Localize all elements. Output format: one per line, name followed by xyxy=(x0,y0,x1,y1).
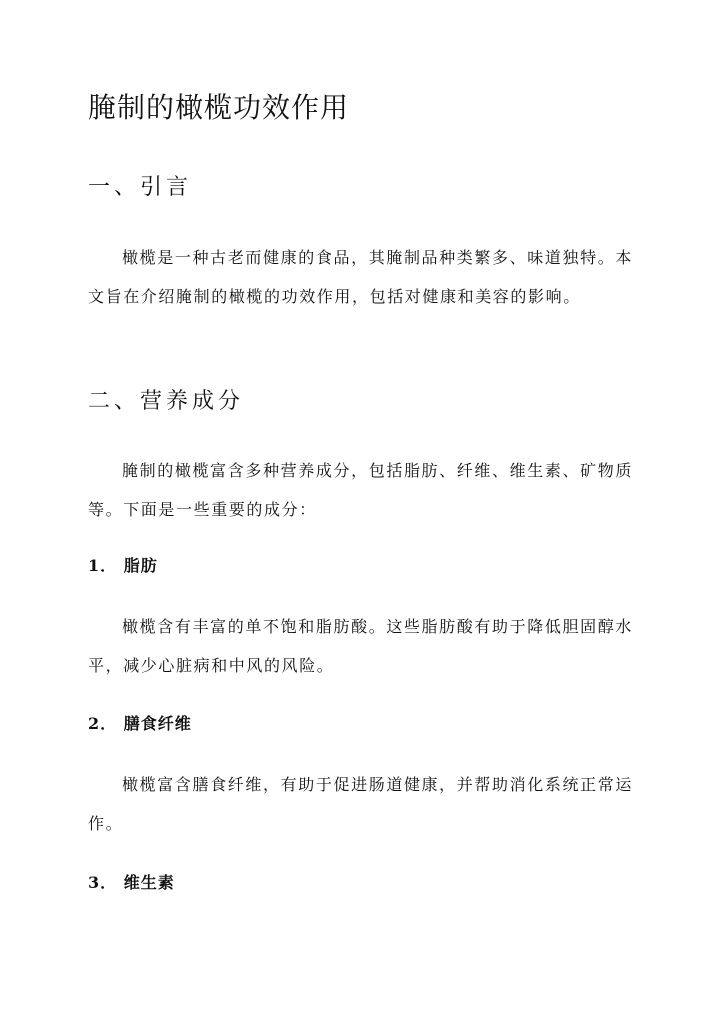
introduction-paragraph: 橄榄是一种古老而健康的食品，其腌制品种类繁多、味道独特。本文旨在介绍腌制的橄榄的功效作用，包括对健康和美容的影响。 xyxy=(88,248,633,306)
section-heading-nutrients: 二、营养成分 xyxy=(88,389,245,414)
section-heading-introduction: 一、引言 xyxy=(88,175,193,200)
subsection-heading-fat: 1． 脂肪 xyxy=(88,556,158,575)
fiber-paragraph: 橄榄富含膳食纤维，有助于促进肠道健康，并帮助消化系统正常运作。 xyxy=(88,775,633,833)
subsection-heading-vitamins: 3． 维生素 xyxy=(88,873,175,892)
document-title: 腌制的橄榄功效作用 xyxy=(88,91,350,124)
nutrients-paragraph: 腌制的橄榄富含多种营养成分，包括脂肪、纤维、维生素、矿物质等。下面是一些重要的成分： xyxy=(88,461,633,519)
fat-paragraph: 橄榄含有丰富的单不饱和脂肪酸。这些脂肪酸有助于降低胆固醇水平，减少心脏病和中风的风险。 xyxy=(88,617,633,675)
subsection-heading-fiber: 2． 膳食纤维 xyxy=(88,714,192,733)
